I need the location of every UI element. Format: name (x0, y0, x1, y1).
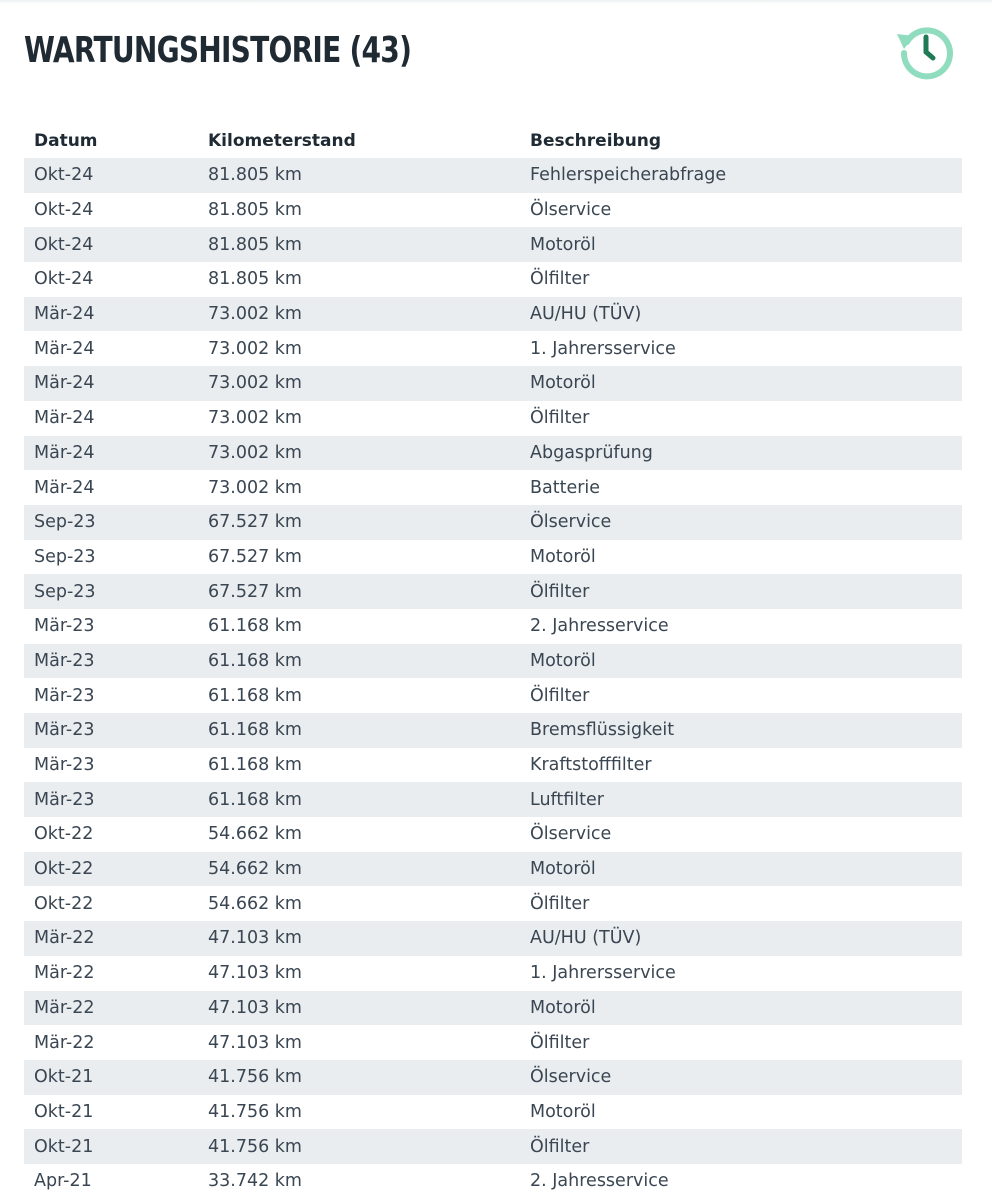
cell-mileage: 61.168 km (208, 616, 302, 637)
table-row (24, 713, 962, 748)
table-row (24, 470, 962, 505)
column-header-mileage: Kilometerstand (208, 131, 356, 151)
cell-mileage: 47.103 km (208, 963, 302, 984)
cell-mileage: 47.103 km (208, 1032, 302, 1053)
cell-description: 1. Jahrersservice (530, 963, 676, 984)
cell-description: Ölfilter (530, 581, 590, 602)
cell-description: Ölservice (530, 824, 612, 845)
page-title: WARTUNGSHISTORIE (43) (24, 30, 412, 71)
cell-mileage: 61.168 km (208, 650, 302, 671)
table-row (24, 991, 962, 1026)
cell-date: Okt-24 (34, 200, 94, 221)
cell-date: Mär-24 (34, 408, 95, 429)
cell-description: Fehlerspeicherabfrage (530, 165, 727, 186)
table-row (24, 436, 962, 471)
table-row (24, 921, 962, 956)
cell-date: Sep-23 (34, 581, 96, 602)
cell-date: Mär-22 (34, 963, 95, 984)
cell-date: Mär-23 (34, 720, 95, 741)
table-row (24, 1164, 962, 1199)
cell-date: Okt-22 (34, 824, 94, 845)
cell-date: Mär-24 (34, 373, 95, 394)
table-row (24, 158, 962, 193)
table-row (24, 1129, 962, 1164)
cell-date: Okt-24 (34, 234, 94, 255)
maintenance-table (24, 124, 962, 1199)
cell-mileage: 61.168 km (208, 755, 302, 776)
table-row (24, 297, 962, 332)
cell-date: Mär-24 (34, 338, 95, 359)
cell-date: Mär-22 (34, 1032, 95, 1053)
cell-description: Motoröl (530, 1101, 596, 1122)
cell-mileage: 67.527 km (208, 546, 302, 567)
cell-description: Ölfilter (530, 269, 590, 290)
cell-mileage: 47.103 km (208, 928, 302, 949)
table-row (24, 1025, 962, 1060)
cell-mileage: 81.805 km (208, 234, 302, 255)
table-row (24, 574, 962, 609)
cell-mileage: 81.805 km (208, 269, 302, 290)
cell-description: Ölfilter (530, 893, 590, 914)
cell-date: Sep-23 (34, 512, 96, 533)
table-row (24, 331, 962, 366)
cell-date: Mär-22 (34, 928, 95, 949)
table-header (24, 124, 962, 158)
cell-date: Okt-24 (34, 269, 94, 290)
cell-date: Mär-24 (34, 477, 95, 498)
cell-mileage: 73.002 km (208, 304, 302, 325)
cell-description: Motoröl (530, 373, 596, 394)
cell-description: AU/HU (TÜV) (530, 304, 642, 325)
cell-description: Luftfilter (530, 789, 604, 810)
table-row (24, 227, 962, 262)
cell-mileage: 54.662 km (208, 824, 302, 845)
cell-mileage: 73.002 km (208, 408, 302, 429)
cell-description: Motoröl (530, 546, 596, 567)
cell-date: Apr-21 (34, 1171, 92, 1192)
table-row (24, 609, 962, 644)
table-row (24, 817, 962, 852)
cell-mileage: 61.168 km (208, 789, 302, 810)
cell-date: Mär-23 (34, 685, 95, 706)
cell-date: Mär-22 (34, 997, 95, 1018)
cell-mileage: 41.756 km (208, 1101, 302, 1122)
cell-description: Bremsflüssigkeit (530, 720, 675, 741)
cell-date: Okt-21 (34, 1067, 94, 1088)
cell-mileage: 81.805 km (208, 200, 302, 221)
cell-mileage: 54.662 km (208, 893, 302, 914)
cell-mileage: 73.002 km (208, 477, 302, 498)
table-row (24, 956, 962, 991)
table-row (24, 748, 962, 783)
cell-description: 2. Jahresservice (530, 1171, 669, 1192)
cell-date: Mär-23 (34, 755, 95, 776)
table-row (24, 193, 962, 228)
cell-date: Okt-21 (34, 1101, 94, 1122)
cell-mileage: 54.662 km (208, 859, 302, 880)
cell-mileage: 41.756 km (208, 1136, 302, 1157)
cell-description: Ölfilter (530, 685, 590, 706)
cell-description: Motoröl (530, 997, 596, 1018)
table-row (24, 505, 962, 540)
cell-mileage: 73.002 km (208, 373, 302, 394)
cell-description: Ölfilter (530, 1136, 590, 1157)
table-row (24, 678, 962, 713)
table-row (24, 540, 962, 575)
cell-date: Mär-23 (34, 616, 95, 637)
cell-description: Ölfilter (530, 408, 590, 429)
table-row (24, 782, 962, 817)
cell-description: 1. Jahrersservice (530, 338, 676, 359)
cell-mileage: 81.805 km (208, 165, 302, 186)
cell-date: Okt-22 (34, 859, 94, 880)
cell-mileage: 73.002 km (208, 338, 302, 359)
column-header-description: Beschreibung (530, 131, 662, 151)
cell-mileage: 61.168 km (208, 720, 302, 741)
cell-mileage: 33.742 km (208, 1171, 302, 1192)
cell-description: Ölservice (530, 512, 612, 533)
cell-mileage: 73.002 km (208, 442, 302, 463)
table-row (24, 886, 962, 921)
table-row (24, 1095, 962, 1130)
cell-description: Batterie (530, 477, 601, 498)
cell-mileage: 47.103 km (208, 997, 302, 1018)
table-row (24, 401, 962, 436)
cell-description: Ölservice (530, 200, 612, 221)
cell-description: Ölfilter (530, 1032, 590, 1053)
cell-description: Motoröl (530, 859, 596, 880)
cell-description: Motoröl (530, 650, 596, 671)
cell-description: 2. Jahresservice (530, 616, 669, 637)
cell-mileage: 61.168 km (208, 685, 302, 706)
cell-date: Okt-22 (34, 893, 94, 914)
cell-mileage: 41.756 km (208, 1067, 302, 1088)
cell-description: Abgasprüfung (530, 442, 653, 463)
cell-mileage: 67.527 km (208, 512, 302, 533)
cell-date: Okt-24 (34, 165, 94, 186)
top-shadow (0, 0, 992, 4)
table-row (24, 262, 962, 297)
history-clock-icon[interactable] (896, 22, 954, 80)
cell-description: Motoröl (530, 234, 596, 255)
cell-date: Okt-21 (34, 1136, 94, 1157)
table-row (24, 852, 962, 887)
cell-description: AU/HU (TÜV) (530, 928, 642, 949)
table-row (24, 644, 962, 679)
table-row (24, 1060, 962, 1095)
column-header-date: Datum (34, 131, 98, 151)
table-body (24, 158, 962, 1199)
cell-description: Kraftstofffilter (530, 755, 652, 776)
cell-date: Mär-23 (34, 650, 95, 671)
cell-date: Sep-23 (34, 546, 96, 567)
cell-date: Mär-24 (34, 442, 95, 463)
cell-date: Mär-24 (34, 304, 95, 325)
table-row (24, 366, 962, 401)
cell-description: Ölservice (530, 1067, 612, 1088)
header (24, 22, 964, 82)
cell-date: Mär-23 (34, 789, 95, 810)
cell-mileage: 67.527 km (208, 581, 302, 602)
